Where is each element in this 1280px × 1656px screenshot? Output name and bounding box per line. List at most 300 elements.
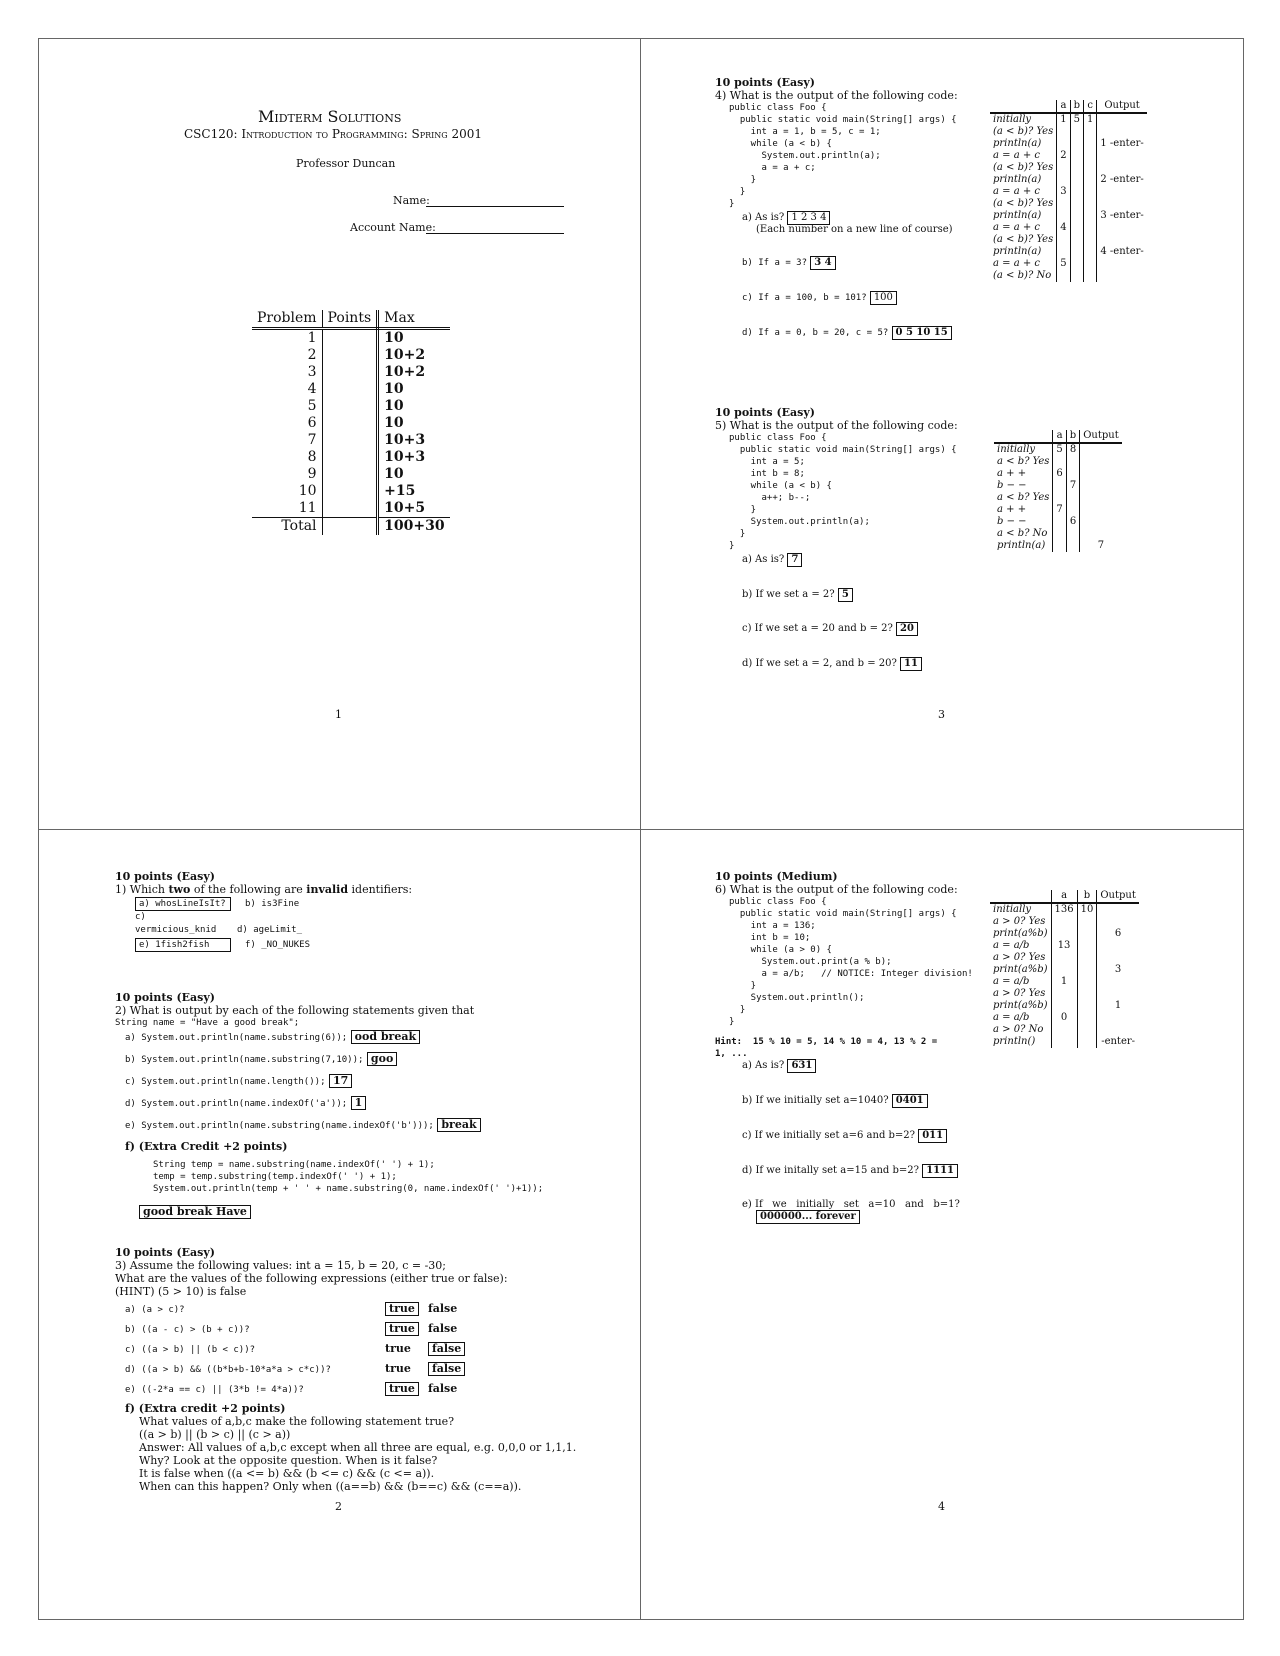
q4-prompt: 4) What is the output of the following code: <box>715 89 958 102</box>
q4d-answer: 0 5 10 15 <box>892 326 952 340</box>
trace-header: Output <box>1097 890 1139 903</box>
trace-value <box>1084 234 1097 246</box>
trace-value <box>1070 222 1083 234</box>
problem-number: 7 <box>307 432 317 448</box>
trace-row <box>994 492 1122 504</box>
trace-value <box>1051 964 1077 976</box>
trace-row <box>990 246 1147 258</box>
q5a <box>742 553 802 567</box>
q1-option: b) is3Fine <box>245 899 300 909</box>
trace-value <box>1084 210 1097 222</box>
max-points: +15 <box>384 483 416 499</box>
trace-value <box>1097 126 1147 138</box>
q2-item <box>125 1074 595 1089</box>
points-cell <box>322 500 378 518</box>
trace-row <box>990 113 1147 126</box>
trace-value <box>1077 976 1097 988</box>
total-max: 100+30 <box>378 518 450 536</box>
max-points: 10+3 <box>384 449 426 465</box>
trace-header: a <box>1057 100 1070 113</box>
q2-item <box>125 1030 595 1045</box>
q3-item-expr: d) ((a > b) && ((b*b+b-10*a*a > c*c))? <box>125 1365 331 1375</box>
q6e-answer: 000000... forever <box>756 1210 860 1224</box>
trace-step: (a < b)? Yes <box>993 234 1054 245</box>
trace-value <box>1084 258 1097 270</box>
trace-row <box>990 138 1147 150</box>
trace-value <box>1070 210 1083 222</box>
trace-value: 136 <box>1051 903 1077 916</box>
trace-value <box>1053 492 1066 504</box>
trace-value <box>1070 234 1083 246</box>
q5c-answer: 20 <box>896 622 918 636</box>
q6c-question: c) If we initially set a=6 and b=2? <box>742 1130 916 1141</box>
trace-value <box>1080 504 1122 516</box>
q3f-label: f) (Extra credit +2 points) <box>125 1402 286 1415</box>
trace-row <box>990 126 1147 138</box>
trace-value <box>1080 492 1122 504</box>
trace-value: 1 <box>1084 113 1097 126</box>
total-points-cell <box>322 518 378 536</box>
q1-option: d) ageLimit_ <box>237 925 303 935</box>
q1-option: a) whosLineIsIt? <box>135 897 231 911</box>
question-1 <box>115 870 575 952</box>
trace-row <box>990 162 1147 174</box>
max-points: 10 <box>384 415 404 431</box>
trace-row <box>990 916 1139 928</box>
trace-row <box>994 443 1122 456</box>
trace-row <box>994 456 1122 468</box>
page-number: 3 <box>938 708 945 721</box>
trace-step: a < b? Yes <box>997 492 1050 503</box>
q3f-explanation <box>139 1415 615 1493</box>
q3-item <box>125 1342 615 1362</box>
q3f-line: ((a > b) || (b > c) || (c > a)) <box>139 1428 291 1441</box>
trace-value <box>1097 270 1147 282</box>
trace-value: 7 <box>1080 540 1122 552</box>
problem-number: 8 <box>307 449 317 465</box>
q2-item-answer: goo <box>367 1052 397 1066</box>
trace-step: a = a + c <box>993 150 1040 161</box>
trace-value <box>1066 540 1079 552</box>
trace-header: b <box>1070 100 1083 113</box>
trace-value <box>1066 492 1079 504</box>
q1-options <box>135 896 435 952</box>
trace-value <box>1097 916 1139 928</box>
trace-value <box>1057 174 1070 186</box>
trace-value <box>1066 528 1079 540</box>
trace-row <box>990 952 1139 964</box>
q3-item <box>125 1362 615 1382</box>
trace-value <box>1084 246 1097 258</box>
problem-number: 3 <box>307 364 317 380</box>
points-cell <box>322 347 378 364</box>
trace-value: 4 -enter- <box>1097 246 1147 258</box>
trace-value <box>1053 528 1066 540</box>
q3-true-option: true <box>385 1382 419 1396</box>
trace-header: a <box>1053 430 1066 443</box>
q6-code: public class Foo { public static void main(String[] args) { int a = 136; int b = 10; while (a > 0) { System.out.print(a % b); a = a/b; // NOTICE: Integer division! } System.out.println(); } } <box>729 897 973 1027</box>
trace-value <box>1070 270 1083 282</box>
name-field[interactable] <box>426 205 564 207</box>
q6b <box>742 1094 928 1108</box>
trace-step: b − − <box>997 516 1027 527</box>
q3-false-option: false <box>428 1302 458 1315</box>
question-2 <box>115 991 595 1219</box>
trace-step: a < b? No <box>997 528 1048 539</box>
trace-value: 6 <box>1066 516 1079 528</box>
q5b-answer: 5 <box>838 588 853 602</box>
points-cell <box>322 329 378 348</box>
trace-value <box>1057 138 1070 150</box>
page-number: 2 <box>335 1500 342 1513</box>
q2-item-code: e) System.out.println(name.substring(name.indexOf('b'))); <box>125 1121 434 1131</box>
trace-value <box>1051 1036 1077 1048</box>
q6-trace-table <box>990 890 1139 1048</box>
trace-header: b <box>1077 890 1097 903</box>
trace-step: initially <box>993 114 1032 125</box>
trace-value <box>1084 222 1097 234</box>
trace-row <box>990 258 1147 270</box>
trace-value <box>1097 988 1139 1000</box>
trace-value <box>1097 1012 1139 1024</box>
q2-item-answer: 1 <box>351 1096 367 1110</box>
points-cell <box>322 398 378 415</box>
trace-value <box>1077 928 1097 940</box>
trace-step: b − − <box>997 480 1027 491</box>
q4d-question: d) If a = 0, b = 20, c = 5? <box>742 328 889 338</box>
trace-step: (a < b)? Yes <box>993 198 1054 209</box>
trace-value <box>1084 138 1097 150</box>
trace-value <box>1084 174 1097 186</box>
trace-value: 5 <box>1053 443 1066 456</box>
trace-row <box>990 210 1147 222</box>
trace-step: a < b? Yes <box>997 456 1050 467</box>
trace-row <box>994 516 1122 528</box>
score-row <box>252 347 450 364</box>
trace-row <box>990 964 1139 976</box>
q5-prompt: 5) What is the output of the following code: <box>715 419 958 432</box>
trace-value <box>1077 1012 1097 1024</box>
trace-value <box>1097 903 1139 916</box>
q1-option: c) vermicious_knid <box>135 912 217 935</box>
q6b-answer: 0401 <box>892 1094 928 1108</box>
course-title: CSC120: Introduction to Programming: Spring 2001 <box>184 127 483 141</box>
trace-value: 3 <box>1097 964 1139 976</box>
score-row <box>252 500 450 518</box>
trace-value <box>1070 246 1083 258</box>
trace-value <box>1057 210 1070 222</box>
q2-item <box>125 1052 595 1067</box>
q3-item-expr: c) ((a > b) || (b < c))? <box>125 1345 256 1355</box>
problem-number: 6 <box>307 415 317 431</box>
trace-header: c <box>1084 100 1097 113</box>
trace-value: 1 <box>1097 1000 1139 1012</box>
max-points: 10+5 <box>384 500 426 516</box>
q4-trace-table <box>990 100 1147 282</box>
q3f-line: What values of a,b,c make the following statement true? <box>139 1415 455 1428</box>
trace-header: b <box>1066 430 1079 443</box>
trace-value <box>1097 113 1147 126</box>
trace-value: 5 <box>1070 113 1083 126</box>
trace-step: println(a) <box>993 246 1042 257</box>
q6c <box>742 1129 947 1143</box>
trace-step: (a < b)? Yes <box>993 126 1054 137</box>
trace-row <box>990 174 1147 186</box>
trace-step: println(a) <box>993 174 1042 185</box>
q3-heading: 10 points (Easy) <box>115 1246 215 1259</box>
trace-value: 4 <box>1057 222 1070 234</box>
trace-value <box>1053 540 1066 552</box>
q4b-question: b) If a = 3? <box>742 258 808 268</box>
page-divider-horizontal <box>38 829 1243 830</box>
trace-value: 7 <box>1053 504 1066 516</box>
trace-value <box>1080 468 1122 480</box>
q3-item-expr: a) (a > c)? <box>125 1305 185 1315</box>
q3-item <box>125 1382 615 1402</box>
trace-value <box>1057 126 1070 138</box>
trace-step: initially <box>993 904 1032 915</box>
score-row <box>252 329 450 348</box>
trace-value <box>1051 1000 1077 1012</box>
q3-false-option: false <box>428 1322 458 1335</box>
trace-value: 0 <box>1051 1012 1077 1024</box>
question-6 <box>715 870 1015 1060</box>
trace-row <box>990 940 1139 952</box>
trace-value: 3 <box>1057 186 1070 198</box>
page-number: 4 <box>938 1500 945 1513</box>
q4a-question: a) As is? <box>742 212 785 223</box>
trace-value <box>1070 162 1083 174</box>
q3f-line: When can this happen? Only when ((a==b) && (b==c) && (c==a)). <box>139 1480 522 1493</box>
trace-value <box>1077 940 1097 952</box>
trace-value <box>1066 456 1079 468</box>
name-label: Name: <box>393 194 430 207</box>
trace-row <box>990 988 1139 1000</box>
trace-value <box>1097 162 1147 174</box>
q6d <box>742 1164 958 1178</box>
trace-value <box>1053 516 1066 528</box>
q3f-line: Answer: All values of a,b,c except when all three are equal, e.g. 0,0,0 or 1,1,1. <box>139 1441 577 1454</box>
trace-step: a > 0? Yes <box>993 988 1046 999</box>
q5c <box>742 622 918 636</box>
q3-line1: 3) Assume the following values: int a = 15, b = 20, c = -30; <box>115 1259 447 1272</box>
q4c-answer: 100 <box>870 291 897 305</box>
trace-row <box>990 903 1139 916</box>
col-points: Points <box>322 310 378 329</box>
q1-heading: 10 points (Easy) <box>115 870 215 883</box>
trace-step: a > 0? Yes <box>993 916 1046 927</box>
trace-row <box>990 1000 1139 1012</box>
trace-value <box>1051 988 1077 1000</box>
trace-value <box>1084 150 1097 162</box>
trace-header: Output <box>1080 430 1122 443</box>
q3-line3: (HINT) (5 > 10) is false <box>115 1285 247 1298</box>
q3f-line: It is false when ((a <= b) && (b <= c) && (c <= a)). <box>139 1467 435 1480</box>
trace-row <box>990 198 1147 210</box>
problem-number: 1 <box>307 330 317 346</box>
trace-value: 7 <box>1066 480 1079 492</box>
q2-item-answer: 17 <box>329 1074 352 1088</box>
q3-false-option: false <box>428 1382 458 1395</box>
trace-value <box>1097 234 1147 246</box>
q5a-question: a) As is? <box>742 554 785 565</box>
trace-step: println(a) <box>993 210 1042 221</box>
trace-step: print(a%b) <box>993 1000 1048 1011</box>
q5a-answer: 7 <box>787 553 802 567</box>
points-cell <box>322 432 378 449</box>
max-points: 10 <box>384 398 404 414</box>
problem-number: 11 <box>298 500 317 516</box>
q6d-answer: 1111 <box>922 1164 958 1178</box>
max-points: 10+3 <box>384 432 426 448</box>
trace-header: a <box>1051 890 1077 903</box>
points-cell <box>322 466 378 483</box>
q6d-question: d) If we initally set a=15 and b=2? <box>742 1165 919 1176</box>
problem-number: 4 <box>307 381 317 397</box>
q5c-question: c) If we set a = 20 and b = 2? <box>742 623 893 634</box>
trace-row <box>994 540 1122 552</box>
trace-value <box>1097 940 1139 952</box>
trace-header-row <box>990 100 1147 113</box>
trace-value <box>1057 246 1070 258</box>
trace-value <box>1080 516 1122 528</box>
q3-true-option: true <box>385 1302 419 1316</box>
q3-item-expr: b) ((a - c) > (b + c))? <box>125 1325 250 1335</box>
points-cell <box>322 381 378 398</box>
trace-value <box>1070 198 1083 210</box>
trace-step: a = a + c <box>993 222 1040 233</box>
points-cell <box>322 364 378 381</box>
q3-line2: What are the values of the following expressions (either true or false): <box>115 1272 508 1285</box>
score-row <box>252 398 450 415</box>
q2-item-answer: break <box>437 1118 480 1132</box>
trace-value <box>1097 976 1139 988</box>
trace-value: 8 <box>1066 443 1079 456</box>
trace-value: 2 -enter- <box>1097 174 1147 186</box>
score-row <box>252 449 450 466</box>
q5b-question: b) If we set a = 2? <box>742 589 835 600</box>
q6c-answer: 011 <box>918 1129 947 1143</box>
q6a <box>742 1059 816 1073</box>
trace-step: a = a + c <box>993 258 1040 269</box>
trace-value <box>1084 162 1097 174</box>
account-name-field[interactable] <box>426 232 564 234</box>
trace-value <box>1084 198 1097 210</box>
points-cell <box>322 483 378 500</box>
trace-value: 6 <box>1097 928 1139 940</box>
q5d-question: d) If we set a = 2, and b = 20? <box>742 658 897 669</box>
trace-value <box>1080 480 1122 492</box>
trace-value <box>1051 1024 1077 1036</box>
trace-value: 2 <box>1057 150 1070 162</box>
trace-value <box>1084 270 1097 282</box>
q5-code: public class Foo { public static void main(String[] args) { int a = 5; int b = 8; while (a < b) { a++; b--; } System.out.println(a); } } <box>729 433 957 551</box>
q3-items <box>125 1302 615 1402</box>
trace-value: 3 -enter- <box>1097 210 1147 222</box>
max-points: 10 <box>384 381 404 397</box>
trace-step: println() <box>993 1036 1036 1047</box>
q2-item-code: d) System.out.println(name.indexOf('a')); <box>125 1099 348 1109</box>
trace-step: print(a%b) <box>993 964 1048 975</box>
trace-value <box>1053 456 1066 468</box>
q2-item-code: c) System.out.println(name.length()); <box>125 1077 326 1087</box>
trace-value <box>1057 234 1070 246</box>
trace-value <box>1097 952 1139 964</box>
problem-number: 10 <box>298 483 317 499</box>
trace-row <box>990 270 1147 282</box>
trace-step: initially <box>997 444 1036 455</box>
trace-step: a > 0? No <box>993 1024 1044 1035</box>
trace-step: a = a/b <box>993 976 1030 987</box>
trace-step: (a < b)? No <box>993 270 1052 281</box>
q6a-answer: 631 <box>787 1059 816 1073</box>
trace-value <box>1070 126 1083 138</box>
trace-value <box>1070 138 1083 150</box>
max-points: 10 <box>384 330 404 346</box>
trace-value <box>1097 150 1147 162</box>
total-row <box>252 518 450 536</box>
q5d-answer: 11 <box>900 657 922 671</box>
exam-title: Midterm Solutions <box>258 107 402 126</box>
trace-value <box>1097 1024 1139 1036</box>
total-label: Total <box>252 518 322 536</box>
q4d <box>742 326 952 340</box>
trace-value <box>1070 174 1083 186</box>
points-cell <box>322 415 378 432</box>
q6e: e) If we initially set a=10 and b=1? <box>742 1199 960 1210</box>
trace-value <box>1057 270 1070 282</box>
trace-value <box>1084 126 1097 138</box>
q3-true-option: true <box>385 1342 411 1355</box>
trace-step: a = a + c <box>993 186 1040 197</box>
trace-value <box>1077 964 1097 976</box>
question-5 <box>715 406 995 552</box>
problem-number: 9 <box>307 466 317 482</box>
score-row <box>252 364 450 381</box>
q2-items <box>125 1030 595 1133</box>
trace-value: 1 -enter- <box>1097 138 1147 150</box>
q2f-code: String temp = name.substring(name.indexOf(' ') + 1); temp = temp.substring(temp.indexOf(' ') + 1); System.out.println(temp + ' ' + name.substring(0, name.indexOf(' ')+1)); <box>153 1160 544 1194</box>
trace-step: println(a) <box>997 540 1046 551</box>
page-number: 1 <box>335 708 342 721</box>
q2-item <box>125 1118 595 1133</box>
trace-row <box>990 1036 1139 1048</box>
professor-name: Professor Duncan <box>296 157 396 170</box>
q6b-question: b) If we initially set a=1040? <box>742 1095 889 1106</box>
q2-item <box>125 1096 595 1111</box>
score-row <box>252 415 450 432</box>
q4b-answer: 3 4 <box>810 256 835 270</box>
q4a-note: (Each number on a new line of course) <box>756 224 953 235</box>
trace-value <box>1070 186 1083 198</box>
question-4 <box>715 76 995 210</box>
trace-value: 10 <box>1077 903 1097 916</box>
q5b <box>742 588 853 602</box>
q4c <box>742 291 897 305</box>
trace-row <box>990 150 1147 162</box>
problem-number: 5 <box>307 398 317 414</box>
trace-value <box>1066 468 1079 480</box>
q2-item-code: a) System.out.println(name.substring(6)); <box>125 1033 348 1043</box>
q6a-question: a) As is? <box>742 1060 785 1071</box>
q4a-answer: 1 2 3 4 <box>787 211 830 225</box>
trace-row <box>990 976 1139 988</box>
trace-value <box>1066 504 1079 516</box>
trace-row <box>990 186 1147 198</box>
trace-row <box>990 222 1147 234</box>
col-max: Max <box>378 310 450 329</box>
trace-value <box>1084 186 1097 198</box>
